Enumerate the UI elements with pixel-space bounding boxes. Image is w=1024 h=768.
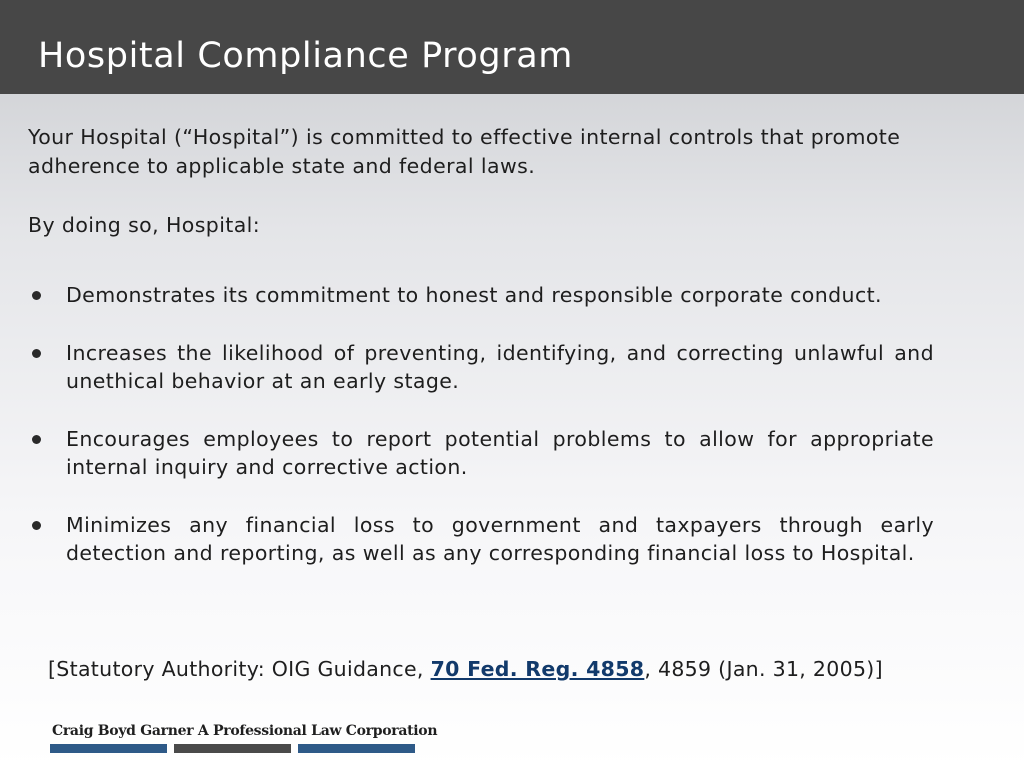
footer-bar-2 <box>174 744 291 753</box>
citation-suffix: , 4859 (Jan. 31, 2005)] <box>644 657 883 681</box>
bullet-text: Increases the likelihood of preventing, identifying, and correcting unlawful and unethical behavior at an early stage. <box>66 340 934 393</box>
bullet-item <box>30 425 934 482</box>
intro-paragraph: Your Hospital (“Hospital”) is committed to effective internal controls that promote adherence to applicable state and federal laws. <box>28 125 901 178</box>
bullet-text: Demonstrates its commitment to honest and responsible corporate conduct. <box>66 283 882 307</box>
bullet-dot-icon <box>32 291 41 300</box>
lead-line: By doing so, Hospital: <box>28 213 261 237</box>
bullet-item <box>30 281 934 310</box>
footer-bars <box>50 744 415 753</box>
bullet-dot-icon <box>32 521 41 530</box>
bullet-dot-icon <box>32 435 41 444</box>
firm-name: Craig Boyd Garner A Professional Law Corporation <box>52 723 438 739</box>
footer-bar-3 <box>298 744 415 753</box>
fed-reg-link[interactable]: 70 Fed. Reg. 4858 <box>430 657 645 681</box>
bullet-list <box>30 281 934 597</box>
citation-prefix: [Statutory Authority: OIG Guidance, <box>48 657 431 681</box>
statutory-citation <box>48 655 883 683</box>
bullet-item <box>30 339 934 396</box>
bullet-text: Minimizes any financial loss to government and taxpayers through early detection and reporting, as well as any corresponding financial loss to Hospital. <box>66 512 934 565</box>
slide-title: Hospital Compliance Program <box>38 36 573 76</box>
title-bar <box>0 0 1024 94</box>
bullet-dot-icon <box>32 349 41 358</box>
footer-bar-1 <box>50 744 167 753</box>
bullet-item <box>30 511 934 568</box>
bullet-text: Encourages employees to report potential problems to allow for appropriate internal inquiry and corrective action. <box>66 426 934 479</box>
